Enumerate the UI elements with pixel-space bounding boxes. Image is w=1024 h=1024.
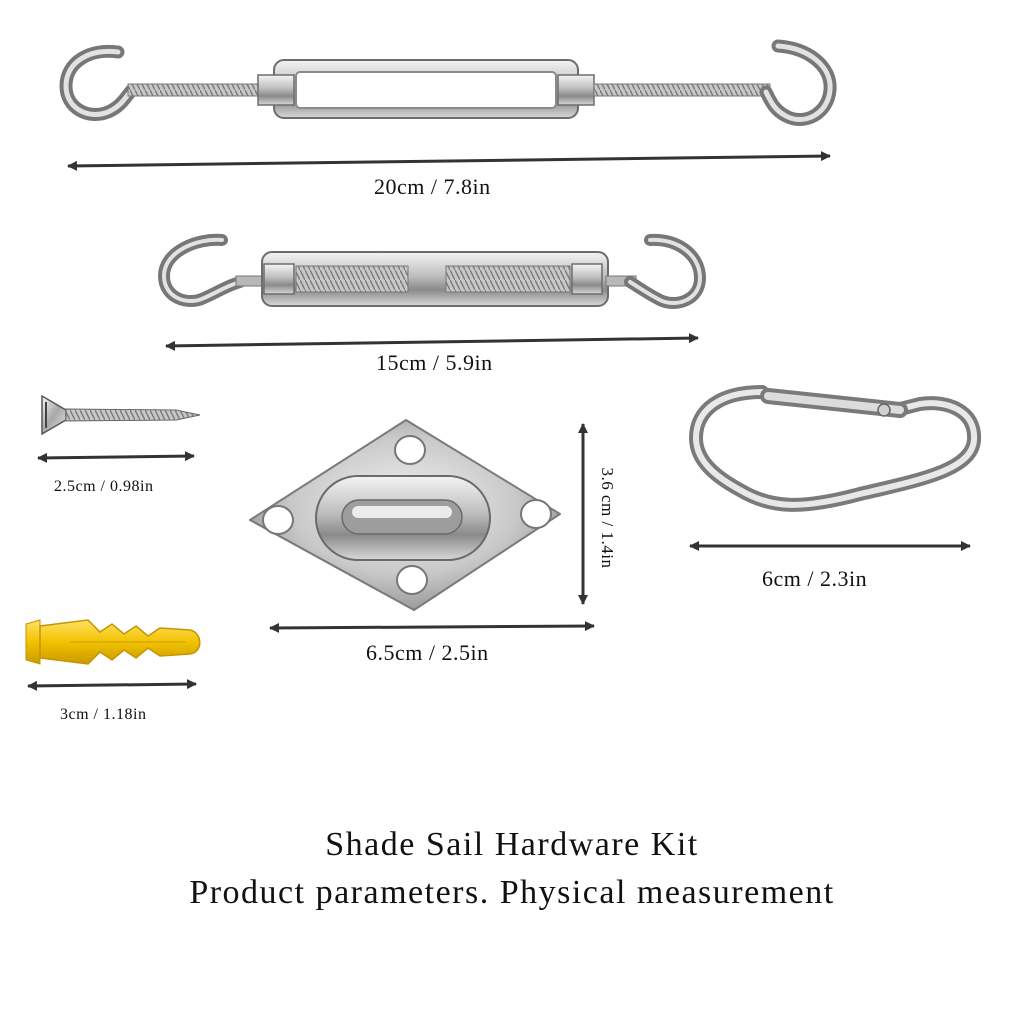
screw	[42, 396, 200, 434]
wall-anchor-size-label: 3cm / 1.18in	[60, 706, 147, 723]
wall-anchor-arrow	[28, 684, 196, 686]
snap-hook-size-label: 6cm / 2.3in	[762, 566, 868, 591]
large-turnbuckle-arrow	[68, 156, 830, 166]
wall-anchor	[26, 620, 200, 664]
caption-title: Shade Sail Hardware Kit	[325, 826, 699, 863]
caption-subtitle: Product parameters. Physical measurement	[189, 874, 835, 911]
screw-arrow	[38, 456, 194, 458]
pad-eye-plate	[250, 420, 560, 610]
small-turnbuckle-arrow	[166, 338, 698, 346]
small-turnbuckle-size-label: 15cm / 5.9in	[376, 350, 493, 375]
snap-hook	[696, 392, 974, 505]
pad-eye-height-label: 3.6 cm / 1.4in	[598, 467, 617, 569]
large-turnbuckle-size-label: 20cm / 7.8in	[374, 174, 491, 199]
large-turnbuckle	[66, 46, 830, 120]
pad-eye-width-arrow	[270, 626, 594, 628]
small-turnbuckle	[164, 240, 700, 306]
pad-eye-width-label: 6.5cm / 2.5in	[366, 640, 489, 665]
screw-size-label: 2.5cm / 0.98in	[54, 478, 154, 495]
